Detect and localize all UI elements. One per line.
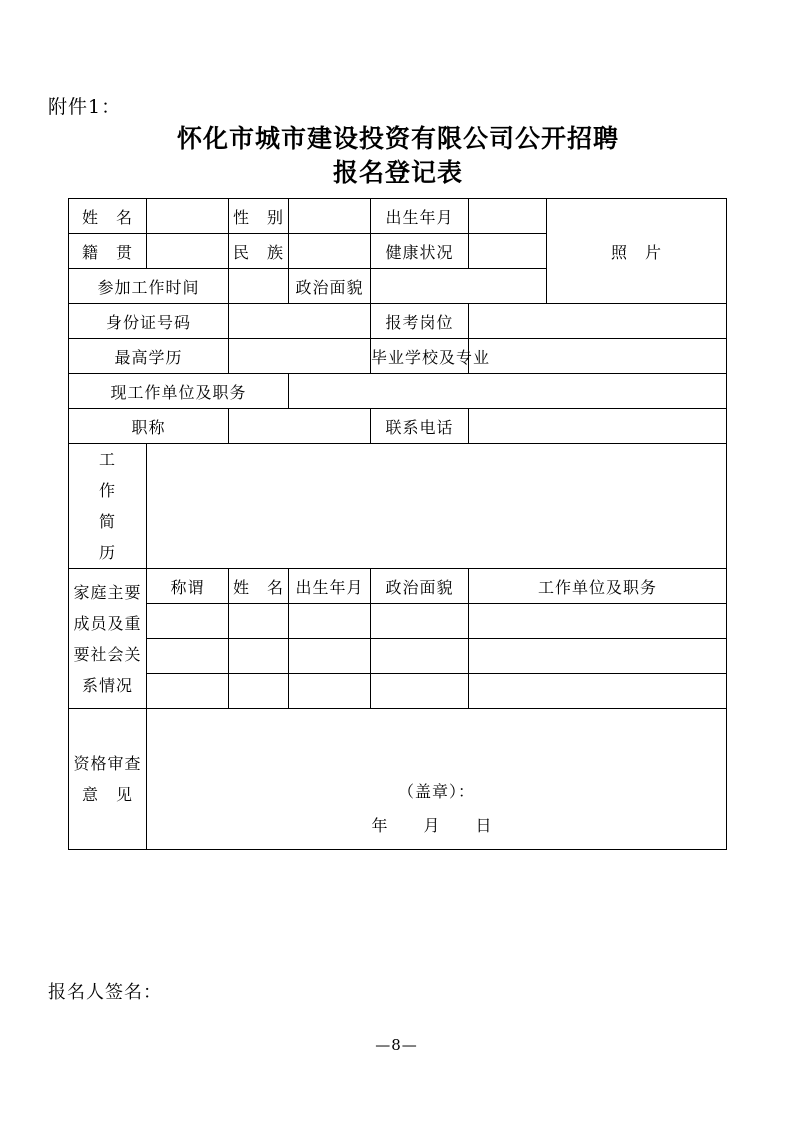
school-major-value[interactable] [469,339,727,374]
table-row [69,199,727,234]
name-value[interactable] [147,199,229,234]
work-resume-label-char: 工 [98,450,116,469]
applicant-signature-line: 报名人签名： [48,982,162,1003]
school-major-label: 毕业学校及专业 [371,339,469,374]
birth-date-label: 出生年月 [371,199,469,234]
health-value[interactable] [469,234,547,269]
family-header-relation: 称谓 [147,569,229,604]
page-number: —8— [375,1036,418,1054]
family-cell-political[interactable] [371,674,469,709]
family-members-label-line: 要社会关 [73,644,142,664]
applied-position-label: 报考岗位 [371,304,469,339]
family-cell-relation[interactable] [147,674,229,709]
id-number-label: 身份证号码 [69,304,229,339]
family-cell-name[interactable] [229,674,289,709]
family-cell-unit[interactable] [469,639,727,674]
table-row [69,444,727,569]
family-cell-name[interactable] [229,604,289,639]
ethnicity-value[interactable] [289,234,371,269]
family-members-label-line: 家庭主要 [73,582,142,602]
professional-title-value[interactable] [229,409,371,444]
ethnicity-label: 民 族 [229,234,289,269]
table-row [69,409,727,444]
work-resume-label-char: 简 [98,512,116,531]
qualification-review-label-line: 意 见 [81,785,133,804]
title-line-1: 怀化市城市建设投资有限公司公开招聘 [176,124,619,153]
name-label: 姓 名 [69,199,147,234]
table-row [69,339,727,374]
qualification-review-label-line: 资格审查 [73,754,142,773]
page-title [68,122,728,190]
family-cell-unit[interactable] [469,604,727,639]
family-cell-birth[interactable] [289,639,371,674]
gender-value[interactable] [289,199,371,234]
political-status-value[interactable] [371,269,547,304]
date-line: 年 月 日 [371,816,502,835]
family-header-political: 政治面貌 [371,569,469,604]
political-status-label: 政治面貌 [289,269,371,304]
education-value[interactable] [229,339,371,374]
photo-cell[interactable]: 照 片 [547,199,727,304]
table-row [69,374,727,409]
work-resume-label-char: 历 [98,543,116,562]
work-resume-label-char: 作 [98,481,116,500]
family-header-unit: 工作单位及职务 [469,569,727,604]
table-row [69,604,727,639]
education-label: 最高学历 [69,339,229,374]
family-members-label [69,569,147,709]
family-members-label-line: 成员及重 [73,613,142,633]
family-header-name: 姓 名 [229,569,289,604]
table-row [69,639,727,674]
current-unit-label: 现工作单位及职务 [69,374,289,409]
seal-area [147,709,726,849]
gender-label: 性 别 [229,199,289,234]
id-number-value[interactable] [229,304,371,339]
family-cell-political[interactable] [371,639,469,674]
family-cell-relation[interactable] [147,604,229,639]
health-label: 健康状况 [371,234,469,269]
registration-form-table [68,198,727,850]
birth-date-value[interactable] [469,199,547,234]
table-row [69,569,727,604]
table-row [69,709,727,850]
family-cell-unit[interactable] [469,674,727,709]
family-cell-birth[interactable] [289,674,371,709]
work-resume-label [69,444,147,569]
family-members-label-line: 系情况 [81,675,133,695]
phone-value[interactable] [469,409,727,444]
work-start-label: 参加工作时间 [69,269,229,304]
phone-label: 联系电话 [371,409,469,444]
qualification-review-value[interactable] [147,709,727,850]
title-line-2: 报名登记表 [332,158,463,187]
family-header-birth: 出生年月 [289,569,371,604]
professional-title-label: 职称 [69,409,229,444]
family-cell-political[interactable] [371,604,469,639]
family-cell-name[interactable] [229,639,289,674]
work-start-value[interactable] [229,269,289,304]
family-cell-birth[interactable] [289,604,371,639]
native-place-label: 籍 贯 [69,234,147,269]
current-unit-value[interactable] [289,374,727,409]
seal-text: （盖章）： [397,782,475,801]
table-row [69,304,727,339]
family-cell-relation[interactable] [147,639,229,674]
qualification-review-label [69,709,147,850]
applied-position-value[interactable] [469,304,727,339]
table-row [69,674,727,709]
native-place-value[interactable] [147,234,229,269]
attachment-label: 附件1： [48,96,122,118]
work-resume-value[interactable] [147,444,727,569]
